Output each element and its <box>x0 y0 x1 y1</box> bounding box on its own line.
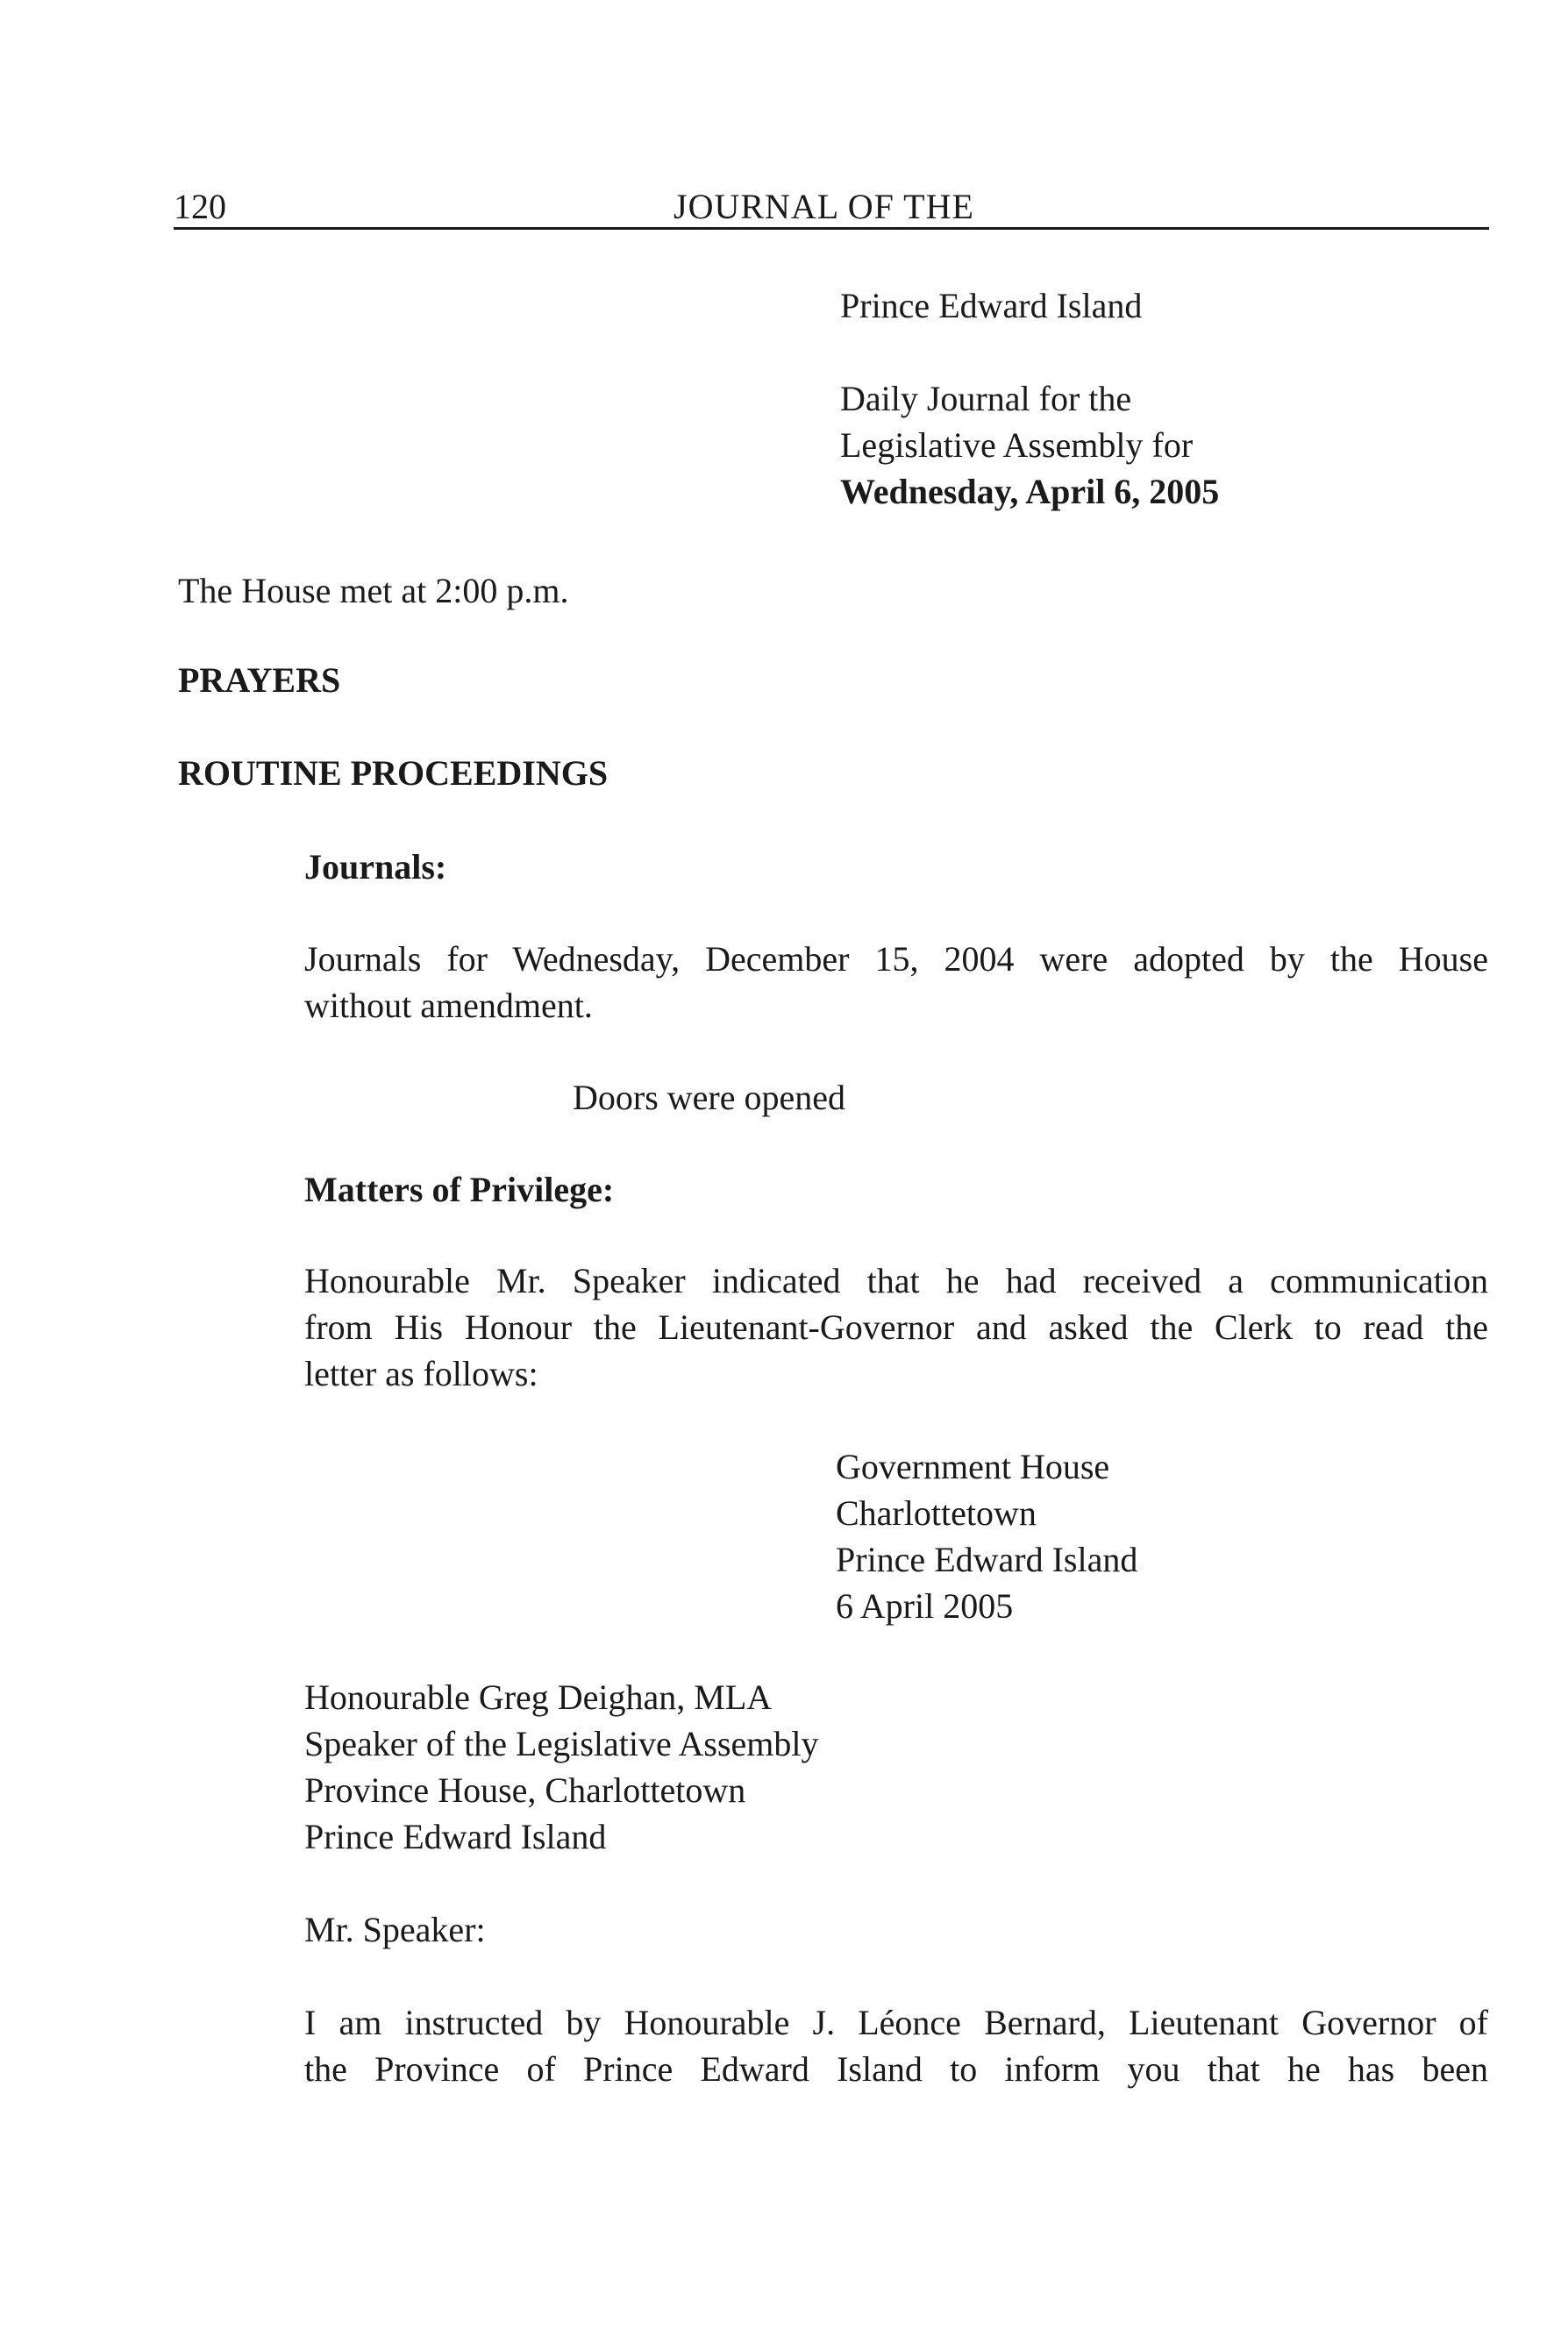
recipient-address <box>304 1674 819 1860</box>
running-head: JOURNAL OF THE <box>674 187 974 226</box>
journals-line-2: without amendment. <box>304 986 593 1025</box>
title-date: Wednesday, April 6, 2005 <box>840 472 1220 511</box>
sender-address-line: Government House <box>836 1447 1110 1486</box>
privilege-line-1: Honourable Mr. Speaker indicated that he had received a communication <box>304 1261 1488 1300</box>
recipient-address-line: Honourable Greg Deighan, MLA <box>304 1677 773 1717</box>
routine-proceedings-heading: ROUTINE PROCEEDINGS <box>178 753 609 793</box>
sender-address-line: Charlottetown <box>836 1493 1037 1533</box>
recipient-address-line: Speaker of the Legislative Assembly <box>304 1724 819 1763</box>
prayers-heading: PRAYERS <box>178 660 341 700</box>
privilege-line-3: letter as follows: <box>304 1354 538 1393</box>
title-line-1: Daily Journal for the <box>840 379 1132 418</box>
title-province: Prince Edward Island <box>840 286 1143 325</box>
privilege-line-2: from His Honour the Lieutenant-Governor and asked the Clerk to read the <box>304 1307 1488 1347</box>
sender-address-line: Prince Edward Island <box>836 1540 1138 1579</box>
journals-heading: Journals: <box>304 847 447 887</box>
privilege-heading: Matters of Privilege: <box>304 1170 615 1209</box>
letter-body-line-1: I am instructed by Honourable J. Léonce Bernard, Lieutenant Governor of <box>304 2003 1488 2042</box>
page-header <box>174 175 1489 230</box>
doors-opened-text: Doors were opened <box>573 1078 845 1117</box>
sender-address-date: 6 April 2005 <box>836 1586 1014 1626</box>
letter-salutation: Mr. Speaker: <box>304 1910 486 1949</box>
journals-line-1: Journals for Wednesday, December 15, 2004 were adopted by the House <box>304 939 1488 979</box>
house-met-text: The House met at 2:00 p.m. <box>178 571 569 610</box>
letter-body-line-2: the Province of Prince Edward Island to inform you that he has been <box>304 2049 1488 2089</box>
title-line-2: Legislative Assembly for <box>840 425 1194 465</box>
page-number: 120 <box>174 187 226 226</box>
header-rule <box>174 227 1489 230</box>
sender-address <box>836 1443 1137 1629</box>
recipient-address-line: Province House, Charlottetown <box>304 1770 746 1810</box>
recipient-address-line: Prince Edward Island <box>304 1817 607 1856</box>
title-block <box>840 282 1219 515</box>
